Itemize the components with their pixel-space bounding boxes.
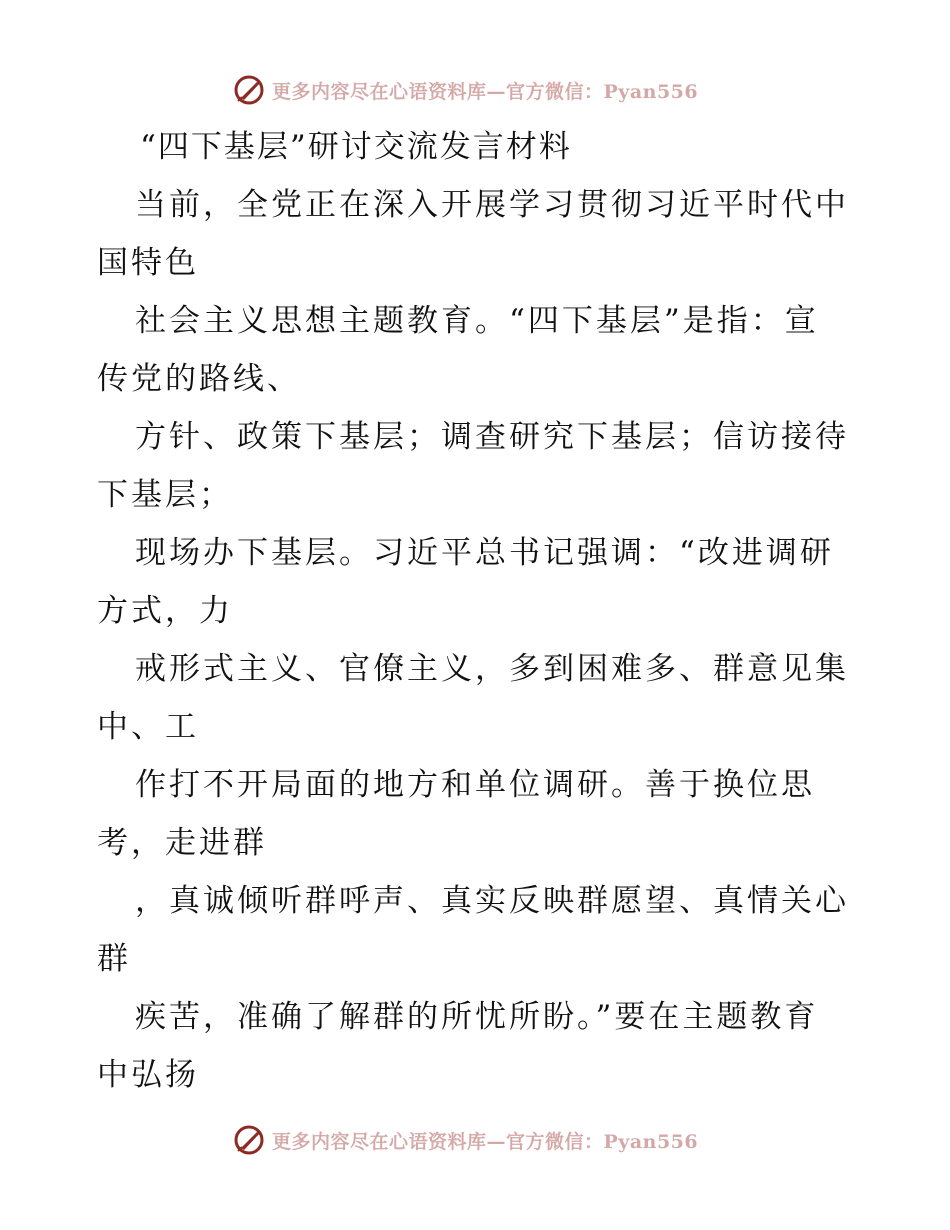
watermark-text: 更多内容尽在心语资料库—官方微信：Pyan556: [272, 1130, 699, 1153]
text-line-content: 群: [97, 941, 131, 977]
text-line: [97, 698, 857, 756]
text-line: [97, 350, 857, 408]
footer-watermark: [232, 1122, 752, 1158]
header-watermark: [232, 72, 752, 108]
text-line-content: 当前，全党正在深入开展学习贯彻习近平时代中: [135, 187, 849, 223]
text-line: [97, 408, 857, 466]
text-line-content: 方针、政策下基层；调查研究下基层；信访接待: [135, 419, 849, 455]
text-line-content: 社会主义思想主题教育。“四下基层”是指：宣: [135, 303, 819, 339]
text-line: [97, 930, 857, 988]
text-line-content: 现场办下基层。习近平总书记强调：“改进调研: [135, 535, 834, 571]
text-line: [97, 176, 857, 234]
document-text: [97, 176, 857, 1104]
text-line: [97, 872, 857, 930]
quill-seal-icon: [232, 1123, 266, 1157]
text-line: [97, 524, 857, 582]
text-line: [97, 756, 857, 814]
text-line: [97, 1046, 857, 1104]
text-line-content: ，真诚倾听群呼声、真实反映群愿望、真情关心: [135, 883, 849, 919]
text-line: [97, 988, 857, 1046]
text-line-content: 考，走进群: [97, 825, 267, 861]
text-line-content: 国特色: [97, 245, 199, 281]
watermark-text: 更多内容尽在心语资料库—官方微信：Pyan556: [272, 80, 699, 103]
text-line-content: 疾苦，准确了解群的所忧所盼。”要在主题教育: [135, 999, 819, 1035]
text-line: [97, 582, 857, 640]
text-line: [97, 234, 857, 292]
text-line-content: 中、工: [97, 709, 199, 745]
text-line-content: 戒形式主义、官僚主义，多到困难多、群意见集: [135, 651, 849, 687]
quill-seal-icon: [232, 73, 266, 107]
document-body: [97, 118, 857, 1104]
text-line: [97, 640, 857, 698]
text-line: [97, 292, 857, 350]
text-line-content: 方式，力: [97, 593, 233, 629]
text-line-content: 下基层；: [97, 477, 233, 513]
text-line-content: 中弘扬: [97, 1057, 199, 1093]
document-title: “四下基层”研讨交流发言材料: [140, 129, 572, 165]
text-line: [97, 814, 857, 872]
text-line: [97, 466, 857, 524]
text-line-content: 传党的路线、: [97, 361, 301, 397]
text-line-content: 作打不开局面的地方和单位调研。善于换位思: [135, 767, 815, 803]
